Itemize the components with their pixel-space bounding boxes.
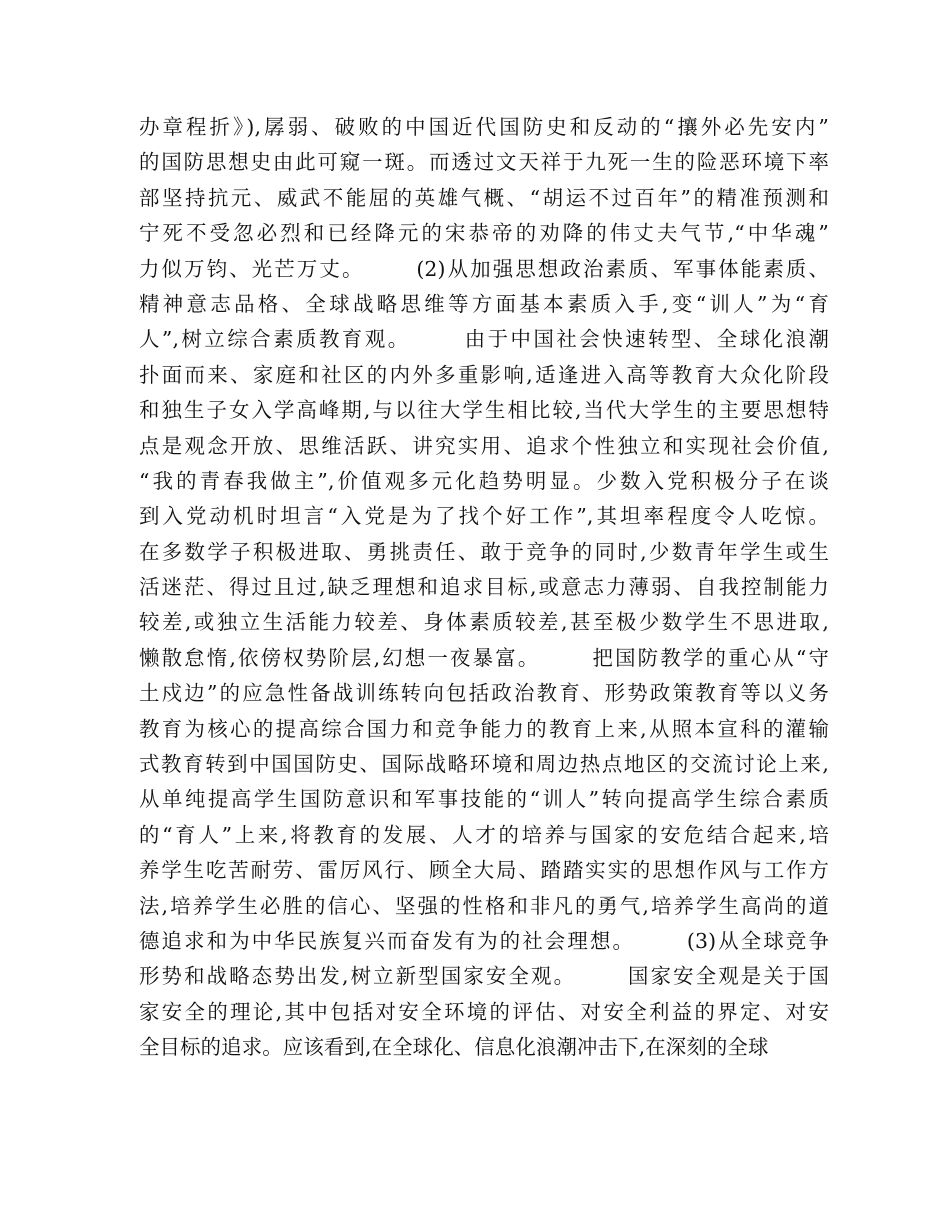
- text-line: 部坚持抗元、威武不能屈的英雄气概、“胡运不过百年”的精准预测和: [139, 185, 829, 210]
- text-line: 精神意志品格、全球战略思维等方面基本素质入手,变“训人”为“育: [139, 291, 829, 316]
- text-line: 形势和战略态势出发,树立新型国家安全观。 国家安全观是关于国: [139, 964, 829, 989]
- text-line: 的“育人”上来,将教育的发展、人才的培养与国家的安危结合起来,培: [139, 822, 829, 847]
- text-line: 办章程折》),孱弱、破败的中国近代国防史和反动的“攘外必先安内”: [139, 115, 829, 139]
- text-line: 家安全的理论,其中包括对安全环境的评估、对安全利益的界定、对安: [139, 999, 829, 1024]
- text-line: 懒散怠惰,依傍权势阶层,幻想一夜暴富。 把国防教学的重心从“守: [139, 645, 829, 670]
- text-line: 活迷茫、得过且过,缺乏理想和追求目标,或意志力薄弱、自我控制能力: [139, 575, 829, 600]
- text-line: 和独生子女入学高峰期,与以往大学生相比较,当代大学生的主要思想特: [139, 398, 829, 423]
- text-line: “我的青春我做主”,价值观多元化趋势明显。少数入党积极分子在谈: [139, 468, 829, 493]
- body-text: [139, 110, 829, 1066]
- text-line: 土戍边”的应急性备战训练转向包括政治教育、形势政策教育等以义务: [139, 681, 829, 706]
- text-line: 从单纯提高学生国防意识和军事技能的“训人”转向提高学生综合素质: [139, 787, 829, 812]
- text-line: 的国防思想史由此可窥一斑。而透过文天祥于九死一生的险恶环境下率: [139, 150, 829, 175]
- text-line: 人”,树立综合素质教育观。 由于中国社会快速转型、全球化浪潮: [139, 327, 829, 352]
- text-line: 式教育转到中国国防史、国际战略环境和周边热点地区的交流讨论上来,: [139, 752, 829, 777]
- text-line: 养学生吃苦耐劳、雷厉风行、顾全大局、踏踏实实的思想作风与工作方: [139, 858, 829, 883]
- text-line: 全目标的追求。应该看到,在全球化、信息化浪潮冲击下,在深刻的全球: [139, 1035, 769, 1060]
- text-line: 德追求和为中华民族复兴而奋发有为的社会理想。 (3)从全球竞争: [139, 928, 829, 953]
- text-line: 点是观念开放、思维活跃、讲究实用、追求个性独立和实现社会价值,: [139, 433, 829, 458]
- text-line: 在多数学子积极进取、勇挑责任、敢于竞争的同时,少数青年学生或生: [139, 539, 829, 564]
- text-line: 到入党动机时坦言“入党是为了找个好工作”,其坦率程度令人吃惊。: [139, 504, 829, 529]
- text-line: 宁死不受忽必烈和已经降元的宋恭帝的劝降的伟丈夫气节,“中华魂”: [139, 221, 829, 246]
- text-line: 法,培养学生必胜的信心、坚强的性格和非凡的勇气,培养学生高尚的道: [139, 893, 829, 918]
- text-line: 较差,或独立生活能力较差、身体素质较差,甚至极少数学生不思进取,: [139, 610, 829, 635]
- text-line: 教育为核心的提高综合国力和竞争能力的教育上来,从照本宣科的灌输: [139, 716, 829, 741]
- text-line: 扑面而来、家庭和社区的内外多重影响,适逢进入高等教育大众化阶段: [139, 362, 829, 387]
- text-line: 力似万钧、光芒万丈。 (2)从加强思想政治素质、军事体能素质、: [139, 256, 829, 281]
